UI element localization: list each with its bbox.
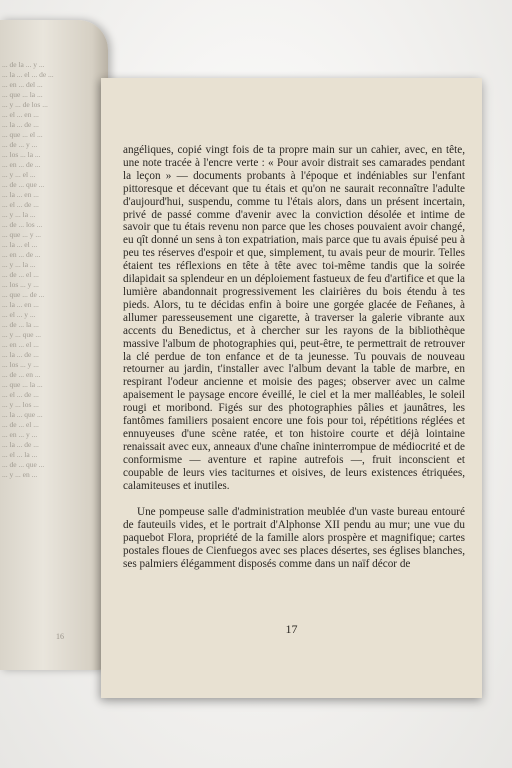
left-page-line: ... que ... la ... xyxy=(2,90,43,99)
left-page-line: ... de ... en ... xyxy=(2,370,41,379)
left-page-line: ... en ... y ... xyxy=(2,430,38,439)
left-page-line: ... de ... que ... xyxy=(2,460,45,469)
left-page-line: ... en ... del ... xyxy=(2,80,43,89)
left-page-line: ... el ... y ... xyxy=(2,310,36,319)
paragraph-1: angéliques, copié vingt fois de ta propre main sur un cahier, avec, en tête, une note tracée à l'encre verte : « Pour avoir distrait ses camarades pendant la leçon » — documents probants à l'époque et indéniables sur l'enfant pittoresque et décevant que tu étais et qu'on ne saurait reconnaître l'adulte d'aujourd'hui, suspendu, comme tu l'étais alors, dans un présent incertain, privé de passé comme d'avenir avec la conviction désolée et intime de savoir que tu étais revenu non parce que les choses pouvaient avoir changé, eu qît donné un sens à ton expatriation, mais parce que tu avais épuisé peu à peu tes réserves d'espoir et que, simplement, tu avais peur de mourir. Telles étaient tes réflexions en tête à tête avec toi-même tandis que la soirée dilapidait sa splendeur en un déploiement fastueux de feu d'artifice et que la lumière abandonnait progressivement les clairières du bois étendu à tes pieds. Alors, tu te décidas enfin à boire une gorgée glacée de Feñanes, à allumer paresseusement une cigarette, à traverser la galerie vibrante aux accents du Benedictus, et à chercher sur les rayons de la bibliothèque massive l'album de photographies qui, peut-être, te permettrait de retrouver la clé perdue de ton enfance et de ta jeunesse. Tu pouvais de nouveau retourner au jardin, t'installer avec l'album devant la table de marbre, en respirant l'odeur ancienne et moisie des pages; observer avec un calme apaisement le paysage encore éveillé, le ciel et la mer malléables, le soleil rougi et moribond. Figés sur des photographies pâlies et jaunâtres, les fantômes familiers posaient encore une fois pour toi, répétitions réglées et ennuyeuses d'une scène ratée, et ton histoire courte et déjà lointaine renaissait avec eux, anneaux d'une chaîne ininterrompue de médiocrité et de conformisme — aventure et rapine autrefois —, fruit inconscient et coupable de leurs vies taciturnes et oisives, de leurs existences étriquées, calamiteuses et inutiles. xyxy=(123,144,465,492)
left-page-line: ... el ... de ... xyxy=(2,390,39,399)
left-page-line: ... el ... en ... xyxy=(2,110,39,119)
left-page xyxy=(0,20,108,670)
paragraph-2: Une pompeuse salle d'administration meublée d'un vaste bureau entouré de fauteuils vides, et le portrait d'Alphonse XII pendu au mur; une vue du paquebot Flora, propriété de la famille alors prospère et magnifique; cartes postales floues de Cienfuegos avec ses places désertes, ses églises blanches, ses palmiers élégamment disposés comme dans un naïf décor de xyxy=(123,506,465,571)
left-page-line: ... de ... la ... xyxy=(2,320,39,329)
left-page-line: ... la ... que ... xyxy=(2,410,43,419)
left-page-line: ... de la ... y ... xyxy=(2,60,45,69)
left-page-line: ... de ... el ... xyxy=(2,420,39,429)
left-page-line: ... y ... el ... xyxy=(2,170,36,179)
left-page-line: ... y ... los ... xyxy=(2,400,39,409)
left-page-line: ... los ... y ... xyxy=(2,360,39,369)
left-page-line: ... que ... el ... xyxy=(2,130,43,139)
right-page xyxy=(101,78,482,698)
left-page-text xyxy=(2,60,98,480)
left-page-line: ... los ... la ... xyxy=(2,150,41,159)
left-page-line: ... en ... el ... xyxy=(2,340,39,349)
left-page-line: ... de ... el ... xyxy=(2,270,39,279)
left-page-line: ... de ... que ... xyxy=(2,180,45,189)
page-number: 17 xyxy=(285,622,298,636)
left-page-line: ... la ... el ... xyxy=(2,240,38,249)
left-page-line: ... la ... de ... xyxy=(2,350,39,359)
left-page-line: ... el ... de ... xyxy=(2,200,39,209)
body-text xyxy=(123,144,465,571)
left-page-line: ... en ... de ... xyxy=(2,250,41,259)
left-page-number: 16 xyxy=(56,632,64,641)
left-page-line: ... la ... el ... de ... xyxy=(2,70,54,79)
left-page-line: ... de ... y ... xyxy=(2,140,38,149)
left-page-line: ... que ... la ... xyxy=(2,380,43,389)
left-page-line: ... que ... de ... xyxy=(2,290,45,299)
left-page-line: ... que ... y ... xyxy=(2,230,41,239)
left-page-line: ... los ... y ... xyxy=(2,280,39,289)
left-page-line: ... y ... que ... xyxy=(2,330,41,339)
left-page-line: ... de ... los ... xyxy=(2,220,43,229)
left-page-line: ... y ... la ... xyxy=(2,260,36,269)
left-page-line: ... y ... en ... xyxy=(2,470,38,479)
left-page-line: ... y ... la ... xyxy=(2,210,36,219)
left-page-line: ... la ... de ... xyxy=(2,440,39,449)
left-page-line: ... el ... la ... xyxy=(2,450,38,459)
left-page-line: ... en ... de ... xyxy=(2,160,41,169)
left-page-line: ... la ... de ... xyxy=(2,120,39,129)
left-page-line: ... la ... en ... xyxy=(2,300,39,309)
left-page-line: ... la ... en ... xyxy=(2,190,39,199)
left-page-line: ... y ... de los ... xyxy=(2,100,48,109)
